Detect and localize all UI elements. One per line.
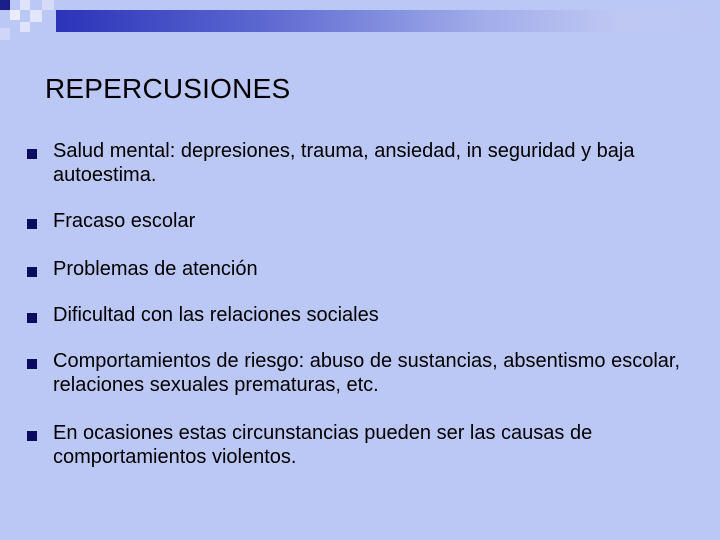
bullet-text: Problemas de atención (53, 258, 258, 280)
square-bullet-icon (27, 313, 37, 323)
bullet-text: Salud mental: depresiones, trauma, ansiedad, in seguridad y baja autoestima. (53, 140, 635, 186)
square-bullet-icon (27, 431, 37, 441)
bullet-text: En ocasiones estas circunstancias pueden ser las causas de comportamientos violentos. (53, 422, 593, 468)
bullet-text: Fracaso escolar (53, 210, 196, 232)
bullet-text: Comportamientos de riesgo: abuso de sustancias, absentismo escolar, relaciones sexuales prematuras, etc. (53, 350, 681, 396)
slide-title: REPERCUSIONES (45, 73, 291, 104)
square-bullet-icon (27, 359, 37, 369)
bullet-text: Dificultad con las relaciones sociales (53, 304, 379, 326)
square-bullet-icon (27, 149, 37, 159)
square-bullet-icon (27, 267, 37, 277)
square-bullet-icon (27, 219, 37, 229)
